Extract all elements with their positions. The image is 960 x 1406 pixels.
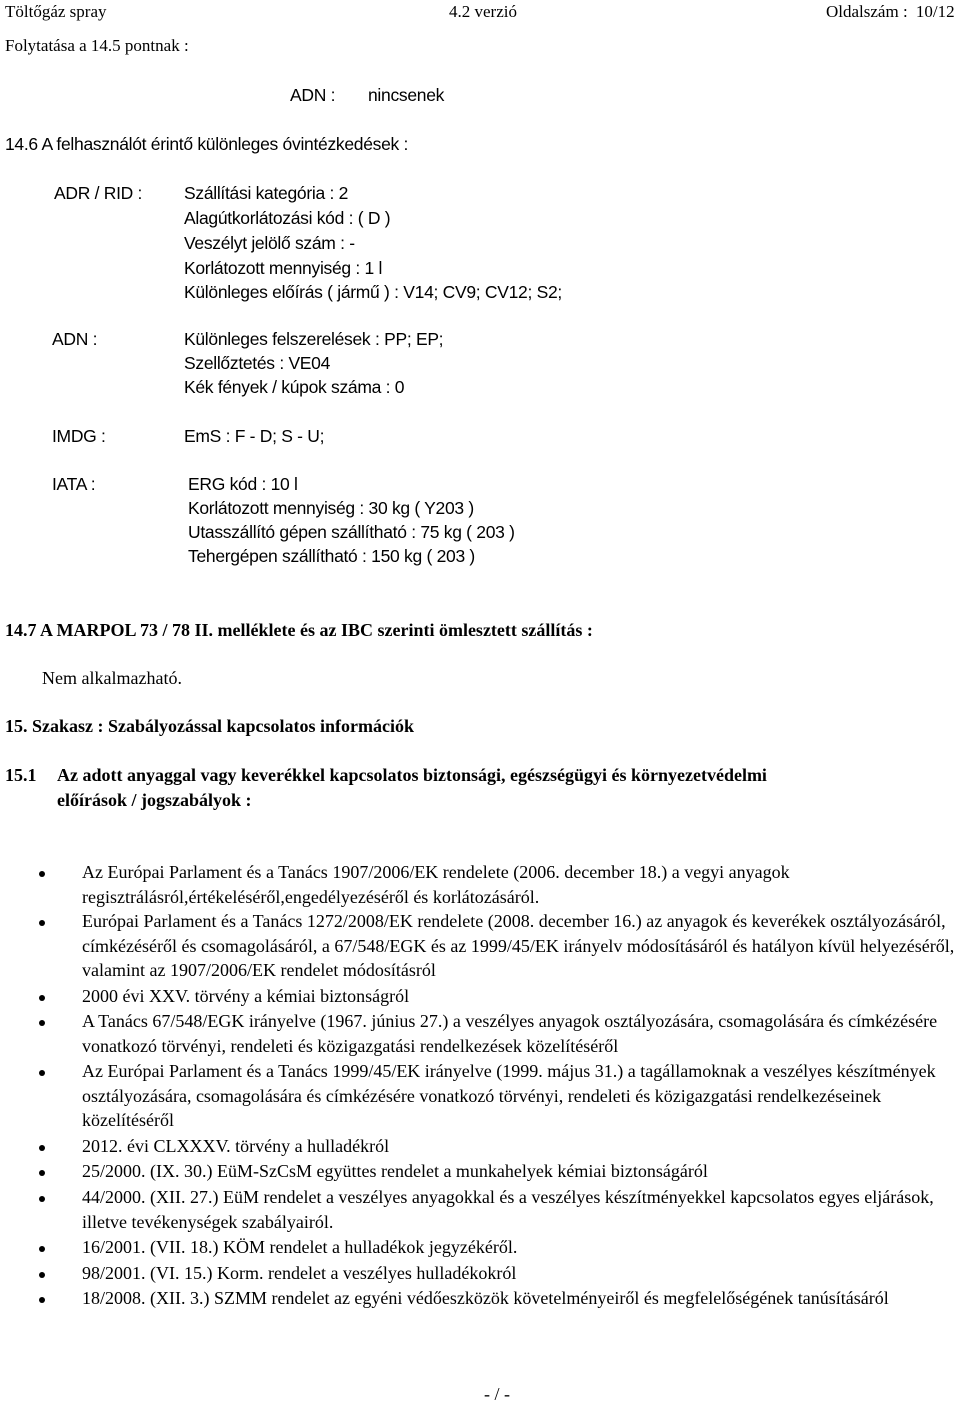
adr-line: Alagútkorlátozási kód : ( D ) xyxy=(184,208,391,228)
bullet-icon xyxy=(39,1297,45,1303)
regulation-item: Az Európai Parlament és a Tanács 1907/2006/EK rendelete (2006. december 18.) a vegyi anyagok regisztrálásról,értékeléséről,engedélyezéséről és korlátozásáról. xyxy=(82,862,790,907)
section-15-heading: 15. Szakasz : Szabályozással kapcsolatos információk xyxy=(5,716,415,736)
adr-label: ADR / RID : xyxy=(54,183,143,203)
iata-line: Tehergépen szállítható : 150 kg ( 203 ) xyxy=(188,546,475,566)
bullet-icon xyxy=(39,1170,45,1176)
imdg-line: EmS : F - D; S - U; xyxy=(184,426,325,446)
iata-label: IATA : xyxy=(52,474,96,494)
section-15-1-number: 15.1 xyxy=(5,765,37,785)
product-name: Töltőgáz spray xyxy=(5,2,107,21)
section-14-7-text: Nem alkalmazható. xyxy=(42,668,182,688)
bullet-icon xyxy=(39,1246,45,1252)
section-15-1-heading-line2: előírások / jogszabályok : xyxy=(57,790,252,810)
bullet-icon xyxy=(39,871,45,877)
page-number: 10/12 xyxy=(915,2,955,21)
adn-label: ADN : xyxy=(52,329,98,349)
continuation-note: Folytatása a 14.5 pontnak : xyxy=(5,36,189,55)
adn-line: Szellőztetés : VE04 xyxy=(184,353,331,373)
section-15-1-heading-line1: Az adott anyaggal vagy keverékkel kapcsolatos biztonsági, egészségügyi és környezetvédelmi xyxy=(57,765,767,785)
adn-line: Különleges felszerelések : PP; EP; xyxy=(184,329,444,349)
page-footer: - / - xyxy=(484,1384,510,1404)
bullet-icon xyxy=(39,1196,45,1202)
adr-line: Korlátozott mennyiség : 1 l xyxy=(184,258,383,278)
page-label-text: Oldalszám : xyxy=(826,2,908,21)
adr-line: Szállítási kategória : 2 xyxy=(184,183,348,203)
bullet-icon xyxy=(39,1272,45,1278)
adr-line: Veszélyt jelölő szám : - xyxy=(184,233,355,253)
regulation-item: 2012. évi CLXXXV. törvény a hulladékról xyxy=(82,1136,390,1156)
adr-line: Különleges előírás ( jármű ) : V14; CV9; CV12; S2; xyxy=(184,282,562,302)
regulation-item: 98/2001. (VI. 15.) Korm. rendelet a veszélyes hulladékokról xyxy=(82,1263,517,1283)
iata-line: Korlátozott mennyiség : 30 kg ( Y203 ) xyxy=(188,498,474,518)
page-label xyxy=(826,2,955,22)
section-14-6-heading: 14.6 A felhasználót érintő különleges óvintézkedések : xyxy=(5,134,409,154)
regulation-item: 2000 évi XXV. törvény a kémiai biztonságról xyxy=(82,986,410,1006)
adn-line: Kék fények / kúpok száma : 0 xyxy=(184,377,405,397)
section-14-7-heading: 14.7 A MARPOL 73 / 78 II. melléklete és az IBC szerinti ömlesztett szállítás : xyxy=(5,620,593,640)
regulation-item: A Tanács 67/548/EGK irányelve (1967. június 27.) a veszélyes anyagok osztályozására, csomagolására és címkézésére vonatkozó törvényi, rendeleti és közigazgatási rendelkezések közelítéséről xyxy=(82,1011,938,1056)
version: 4.2 verzió xyxy=(449,2,517,21)
iata-line: ERG kód : 10 l xyxy=(188,474,298,494)
adn-top-value: nincsenek xyxy=(368,85,445,105)
regulation-item: 18/2008. (XII. 3.) SZMM rendelet az egyéni védőeszközök követelményeiről és megfelelőségének tanúsításáról xyxy=(82,1288,889,1308)
iata-line: Utasszállító gépen szállítható : 75 kg ( 203 ) xyxy=(188,522,515,542)
imdg-label: IMDG : xyxy=(52,426,106,446)
regulation-item: 16/2001. (VII. 18.) KÖM rendelet a hulladékok jegyzékéről. xyxy=(82,1237,518,1257)
adn-top-label: ADN : xyxy=(290,85,336,105)
regulation-item: 25/2000. (IX. 30.) EüM-SzCsM együttes rendelet a munkahelyek kémiai biztonságáról xyxy=(82,1161,708,1181)
regulation-item: Az Európai Parlament és a Tanács 1999/45/EK irányelve (1999. május 31.) a tagállamoknak a veszélyes készítmények osztályozására, csomagolására és címkézésére vonatkozó törvényi, rendeleti és közigazgatási rendelkezéseinek közelítéséről xyxy=(82,1061,936,1130)
bullet-icon xyxy=(39,1070,45,1076)
bullet-icon xyxy=(39,995,45,1001)
regulation-item: Európai Parlament és a Tanács 1272/2008/EK rendelete (2008. december 16.) az anyagok és keverékek osztályozásáról, címkézéséről és csomagolásáról, a 67/548/EGK és az 1999/45/EK irányelv módosításáról és hatályon kívül helyezéséről, valamint az 1907/2006/EK rendelet módosításról xyxy=(82,911,955,980)
bullet-icon xyxy=(39,1020,45,1026)
bullet-icon xyxy=(39,1145,45,1151)
regulation-item: 44/2000. (XII. 27.) EüM rendelet a veszélyes anyagokkal és a veszélyes készítményekkel kapcsolatos egyes eljárások, illetve tevékenységek szabályairól. xyxy=(82,1187,934,1232)
bullet-icon xyxy=(39,920,45,926)
